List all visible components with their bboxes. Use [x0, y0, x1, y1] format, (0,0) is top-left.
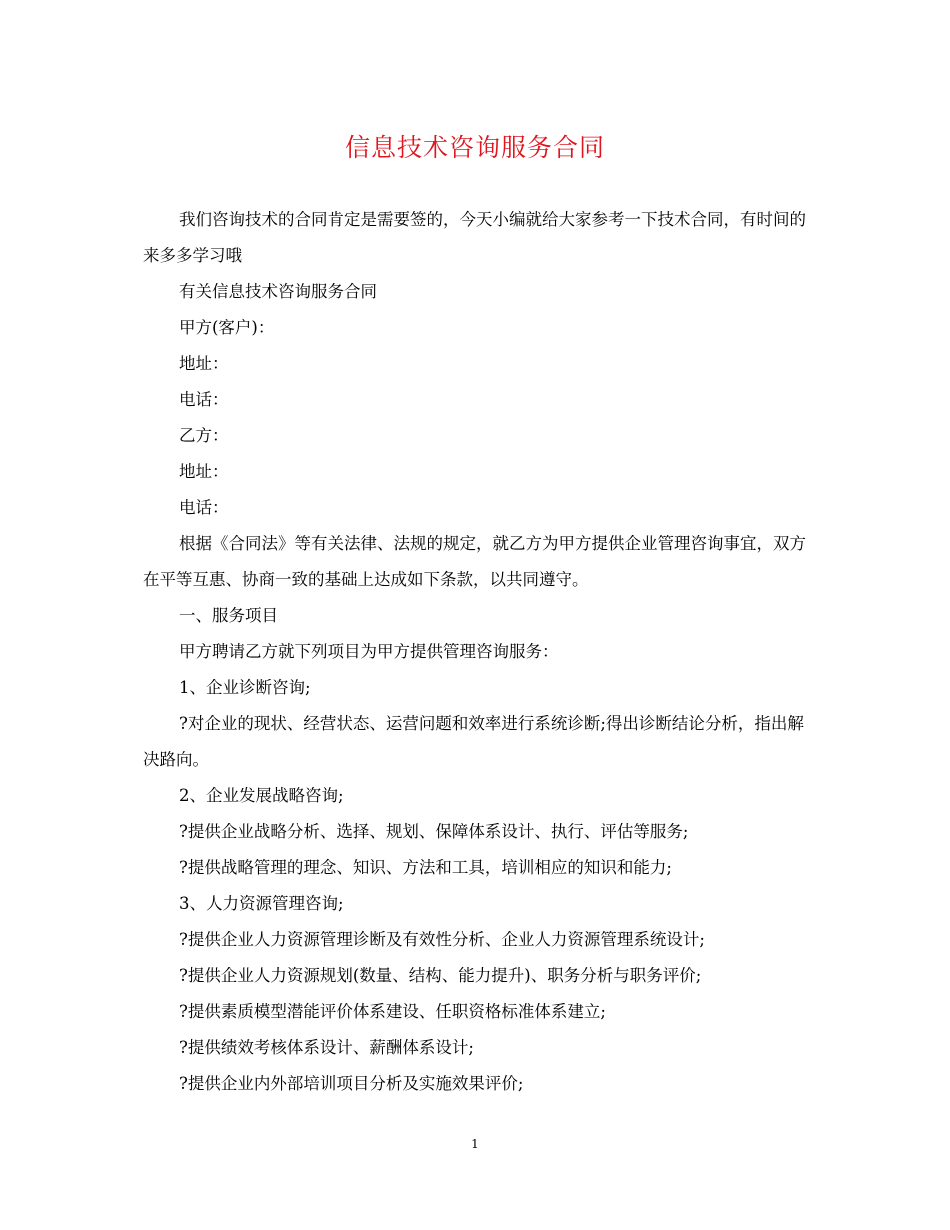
list-item-strategy: 2、企业发展战略咨询; [179, 786, 344, 805]
page-number: 1 [471, 1137, 479, 1151]
paragraph-party-b-phone: 电话： [179, 498, 229, 517]
list-item: ?提供战略管理的理念、知识、方法和工具，培训相应的知识和能力; [179, 858, 672, 877]
paragraph-preamble: 根据《合同法》等有关法律、法规的规定，就乙方为甲方提供企业管理咨询事宜，双方在平等互惠、协商一致的基础上达成如下条款，以共同遵守。 [143, 534, 806, 589]
list-item: ?对企业的现状、经营状态、运营问题和效率进行系统诊断;得出诊断结论分析，指出解决路向。 [143, 714, 804, 769]
paragraph-services-intro: 甲方聘请乙方就下列项目为甲方提供管理咨询服务： [179, 642, 559, 661]
document-body [143, 202, 808, 1102]
paragraph-intro: 我们咨询技术的合同肯定是需要签的，今天小编就给大家参考一下技术合同，有时间的来多多学习哦 [143, 210, 806, 265]
section-heading-services: 一、服务项目 [179, 606, 278, 625]
paragraph-party-a: 甲方(客户)： [179, 318, 275, 337]
paragraph-party-a-address: 地址： [179, 354, 229, 373]
list-item: ?提供企业内外部培训项目分析及实施效果评价; [179, 1074, 524, 1093]
list-item: ?提供企业战略分析、选择、规划、保障体系设计、执行、评估等服务; [179, 822, 689, 841]
paragraph-party-a-phone: 电话： [179, 390, 229, 409]
paragraph-subtitle: 有关信息技术咨询服务合同 [179, 282, 377, 301]
paragraph-party-b-address: 地址： [179, 462, 229, 481]
list-item: ?提供企业人力资源管理诊断及有效性分析、企业人力资源管理系统设计; [179, 930, 705, 949]
list-item: ?提供绩效考核体系设计、薪酬体系设计; [179, 1038, 474, 1057]
list-item-diagnosis: 1、企业诊断咨询; [179, 678, 311, 697]
list-item-hr: 3、人力资源管理咨询; [179, 894, 344, 913]
paragraph-party-b: 乙方： [179, 426, 229, 445]
document-title: 信息技术咨询服务合同 [344, 133, 605, 162]
list-item: ?提供素质模型潜能评价体系建设、任职资格标准体系建立; [179, 1002, 606, 1021]
list-item: ?提供企业人力资源规划(数量、结构、能力提升)、职务分析与职务评价; [179, 966, 702, 985]
